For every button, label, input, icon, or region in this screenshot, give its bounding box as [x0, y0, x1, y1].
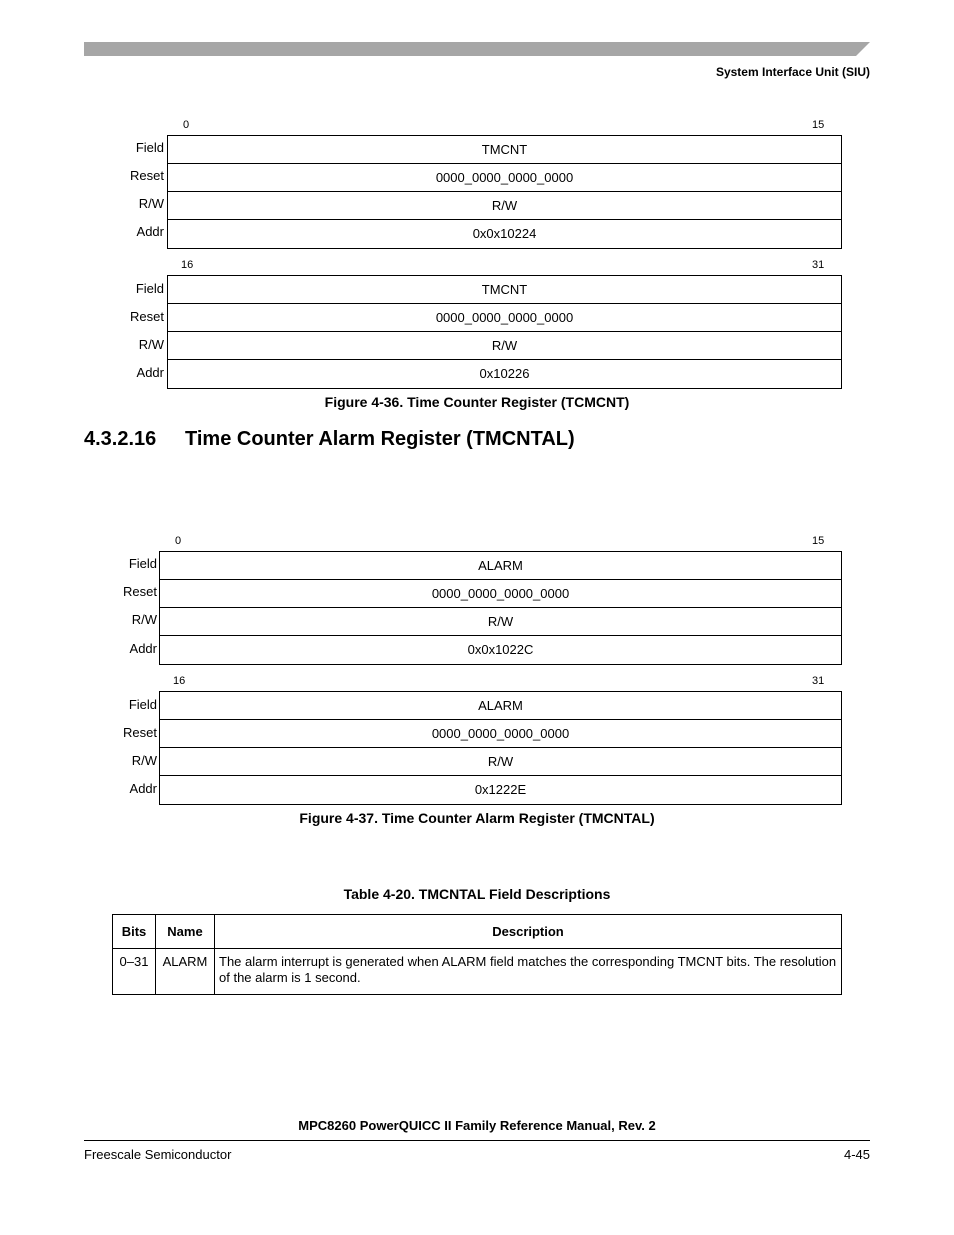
- register-addr-cell: 0x10226: [479, 366, 530, 381]
- bit-number-start: 0: [175, 535, 182, 547]
- row-label-reset: Reset: [123, 584, 157, 599]
- column-header-description: Description: [215, 915, 842, 949]
- section-title: Time Counter Alarm Register (TMCNTAL): [185, 428, 575, 450]
- footer-manual-title: MPC8260 PowerQUICC II Family Reference Manual, Rev. 2: [298, 1118, 656, 1133]
- register-rw-cell: R/W: [168, 332, 841, 360]
- register-reset-cell: 0000_0000_0000_0000: [168, 304, 841, 332]
- row-label-rw: R/W: [131, 612, 157, 627]
- row-label-addr: Addr: [129, 641, 157, 656]
- column-header-name: Name: [156, 915, 215, 949]
- register-reset-cell: 0000_0000_0000_0000: [160, 720, 841, 748]
- header-bar: [84, 42, 870, 56]
- figure-caption-4-37: Figure 4-37. Time Counter Alarm Register (TMCNTAL): [299, 810, 655, 826]
- column-header-bits: Bits: [113, 915, 156, 949]
- row-label-addr: Addr: [129, 781, 157, 796]
- register-rw-cell: R/W: [168, 192, 841, 220]
- figure-caption-4-36: Figure 4-36. Time Counter Register (TCMCNT): [324, 394, 630, 410]
- register-field-cell: ALARM: [160, 552, 841, 580]
- footer-company: Freescale Semiconductor: [84, 1147, 232, 1162]
- bit-number-start: 0: [183, 119, 190, 131]
- row-label-rw: R/W: [131, 753, 157, 768]
- register-rw-cell: R/W: [160, 748, 841, 776]
- row-label-addr: Addr: [136, 224, 164, 239]
- register-addr-cell: 0x1222E: [474, 782, 527, 797]
- register-field-cell: TMCNT: [168, 136, 841, 164]
- footer-divider: [84, 1140, 870, 1141]
- row-label-field: Field: [128, 697, 157, 712]
- header-section-title: System Interface Unit (SIU): [715, 65, 870, 79]
- table-header-row: [113, 915, 842, 949]
- row-label-field: Field: [135, 140, 164, 155]
- bit-number-start: 16: [181, 259, 194, 271]
- register-diagram-tmcnt-upper: [167, 135, 842, 249]
- register-reset-cell: 0000_0000_0000_0000: [168, 164, 841, 192]
- register-field-cell: TMCNT: [168, 276, 841, 304]
- cell-name: ALARM: [156, 949, 215, 995]
- bit-number-end: 15: [812, 535, 825, 547]
- bit-number-end: 15: [812, 119, 825, 131]
- row-label-field: Field: [128, 556, 157, 571]
- register-field-cell: ALARM: [160, 692, 841, 720]
- row-label-reset: Reset: [123, 725, 157, 740]
- register-diagram-alarm-lower: [159, 691, 842, 805]
- row-label-rw: R/W: [138, 196, 164, 211]
- register-diagram-alarm-upper: [159, 551, 842, 665]
- row-label-field: Field: [135, 281, 164, 296]
- section-number: 4.3.2.16: [84, 428, 157, 450]
- section-heading: [84, 428, 575, 451]
- bit-number-end: 31: [812, 259, 825, 271]
- register-reset-cell: 0000_0000_0000_0000: [160, 580, 841, 608]
- footer-page-number: 4-45: [843, 1147, 870, 1162]
- table-caption: Table 4-20. TMCNTAL Field Descriptions: [343, 886, 611, 902]
- row-label-rw: R/W: [138, 337, 164, 352]
- row-label-reset: Reset: [130, 309, 164, 324]
- bit-number-start: 16: [173, 675, 186, 687]
- register-diagram-tmcnt-lower: [167, 275, 842, 389]
- row-label-addr: Addr: [136, 365, 164, 380]
- register-rw-cell: R/W: [160, 608, 841, 636]
- register-addr-cell: 0x0x1022C: [467, 642, 534, 657]
- table-row: [113, 949, 842, 995]
- bit-number-end: 31: [812, 675, 825, 687]
- cell-bits: 0–31: [113, 949, 156, 995]
- register-addr-cell: 0x0x10224: [472, 226, 537, 241]
- field-description-table: [112, 914, 842, 995]
- row-label-reset: Reset: [130, 168, 164, 183]
- cell-description: The alarm interrupt is generated when ALARM field matches the corresponding TMCNT bits. The resolution of the alarm is 1 second.: [215, 949, 842, 995]
